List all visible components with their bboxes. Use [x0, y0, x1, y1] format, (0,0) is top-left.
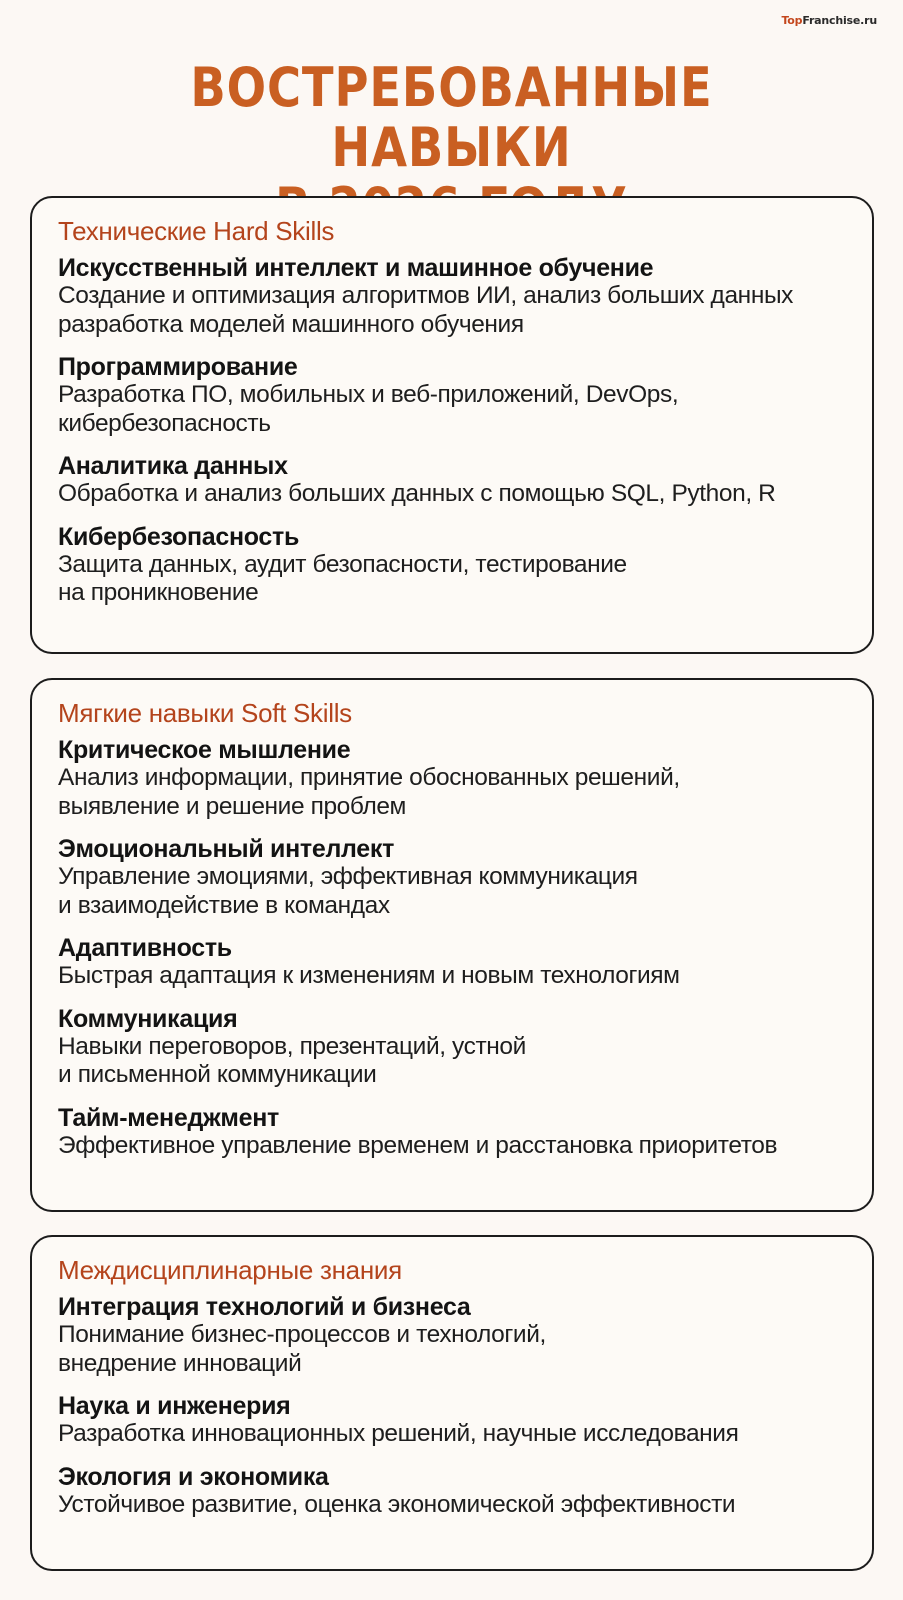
brand-logo-name: Franchise.ru [802, 14, 877, 27]
skill-description: Понимание бизнес-процессов и технологий, внедрение инноваций [58, 1321, 546, 1377]
skill-item [58, 1293, 872, 1378]
skill-name: Кибербезопасность [58, 522, 300, 551]
brand-logo [781, 14, 877, 27]
skill-item [58, 1392, 872, 1449]
skill-name: Наука и инженерия [58, 1392, 291, 1420]
skill-item [58, 835, 872, 920]
section-heading: Технические Hard Skills [58, 216, 335, 246]
skill-item [58, 736, 872, 821]
skill-name: Адаптивность [58, 934, 232, 962]
skill-item [58, 523, 872, 608]
skill-description: Эффективное управление временем и расстановка приоритетов [58, 1131, 778, 1159]
skill-name: Искусственный интеллект и машинное обучение [58, 254, 654, 282]
brand-logo-prefix: Top [781, 14, 803, 27]
section-card-hard-skills [30, 196, 874, 654]
skill-name: Программирование [58, 353, 298, 381]
skill-description: Разработка инновационных решений, научные исследования [58, 1420, 739, 1447]
section-card-interdisciplinary [30, 1235, 874, 1571]
section-heading: Междисциплинарные знания [58, 1255, 402, 1285]
skill-name: Аналитика данных [58, 452, 288, 480]
skill-name: Интеграция технологий и бизнеса [58, 1293, 471, 1321]
section-card-soft-skills [30, 678, 874, 1212]
section-heading: Мягкие навыки Soft Skills [58, 698, 352, 728]
skill-description: Устойчивое развитие, оценка экономической эффективности [58, 1490, 736, 1518]
page-title-line-1: ВОСТРЕБОВАННЫЕ НАВЫКИ [190, 56, 713, 179]
skill-description: Анализ информации, принятие обоснованных решений, выявление и решение проблем [58, 764, 680, 820]
skill-description: Быстрая адаптация к изменениям и новым технологиям [58, 962, 680, 989]
skill-item [58, 934, 872, 991]
skill-description: Разработка ПО, мобильных и веб-приложений, DevOps, кибербезопасность [58, 381, 679, 437]
skill-item [58, 1005, 872, 1090]
skill-description: Защита данных, аудит безопасности, тестирование на проникновение [58, 550, 627, 606]
skill-description: Создание и оптимизация алгоритмов ИИ, анализ больших данных разработка моделей машинного обучения [58, 282, 794, 338]
skill-name: Экология и экономика [58, 1462, 329, 1491]
skill-name: Эмоциональный интеллект [58, 835, 395, 863]
skill-item [58, 1463, 872, 1520]
skill-description: Навыки переговоров, презентаций, устной и письменной коммуникации [58, 1032, 526, 1088]
skill-item [58, 254, 872, 339]
skill-name: Коммуникация [58, 1004, 238, 1033]
skill-item [58, 1104, 872, 1161]
skill-name: Критическое мышление [58, 736, 351, 764]
skill-name: Тайм-менеджмент [58, 1103, 279, 1132]
skill-description: Обработка и анализ больших данных с помощью SQL, Python, R [58, 480, 776, 507]
skill-item [58, 452, 872, 509]
skill-description: Управление эмоциями, эффективная коммуникация и взаимодействие в командах [58, 863, 638, 919]
skill-item [58, 353, 872, 438]
